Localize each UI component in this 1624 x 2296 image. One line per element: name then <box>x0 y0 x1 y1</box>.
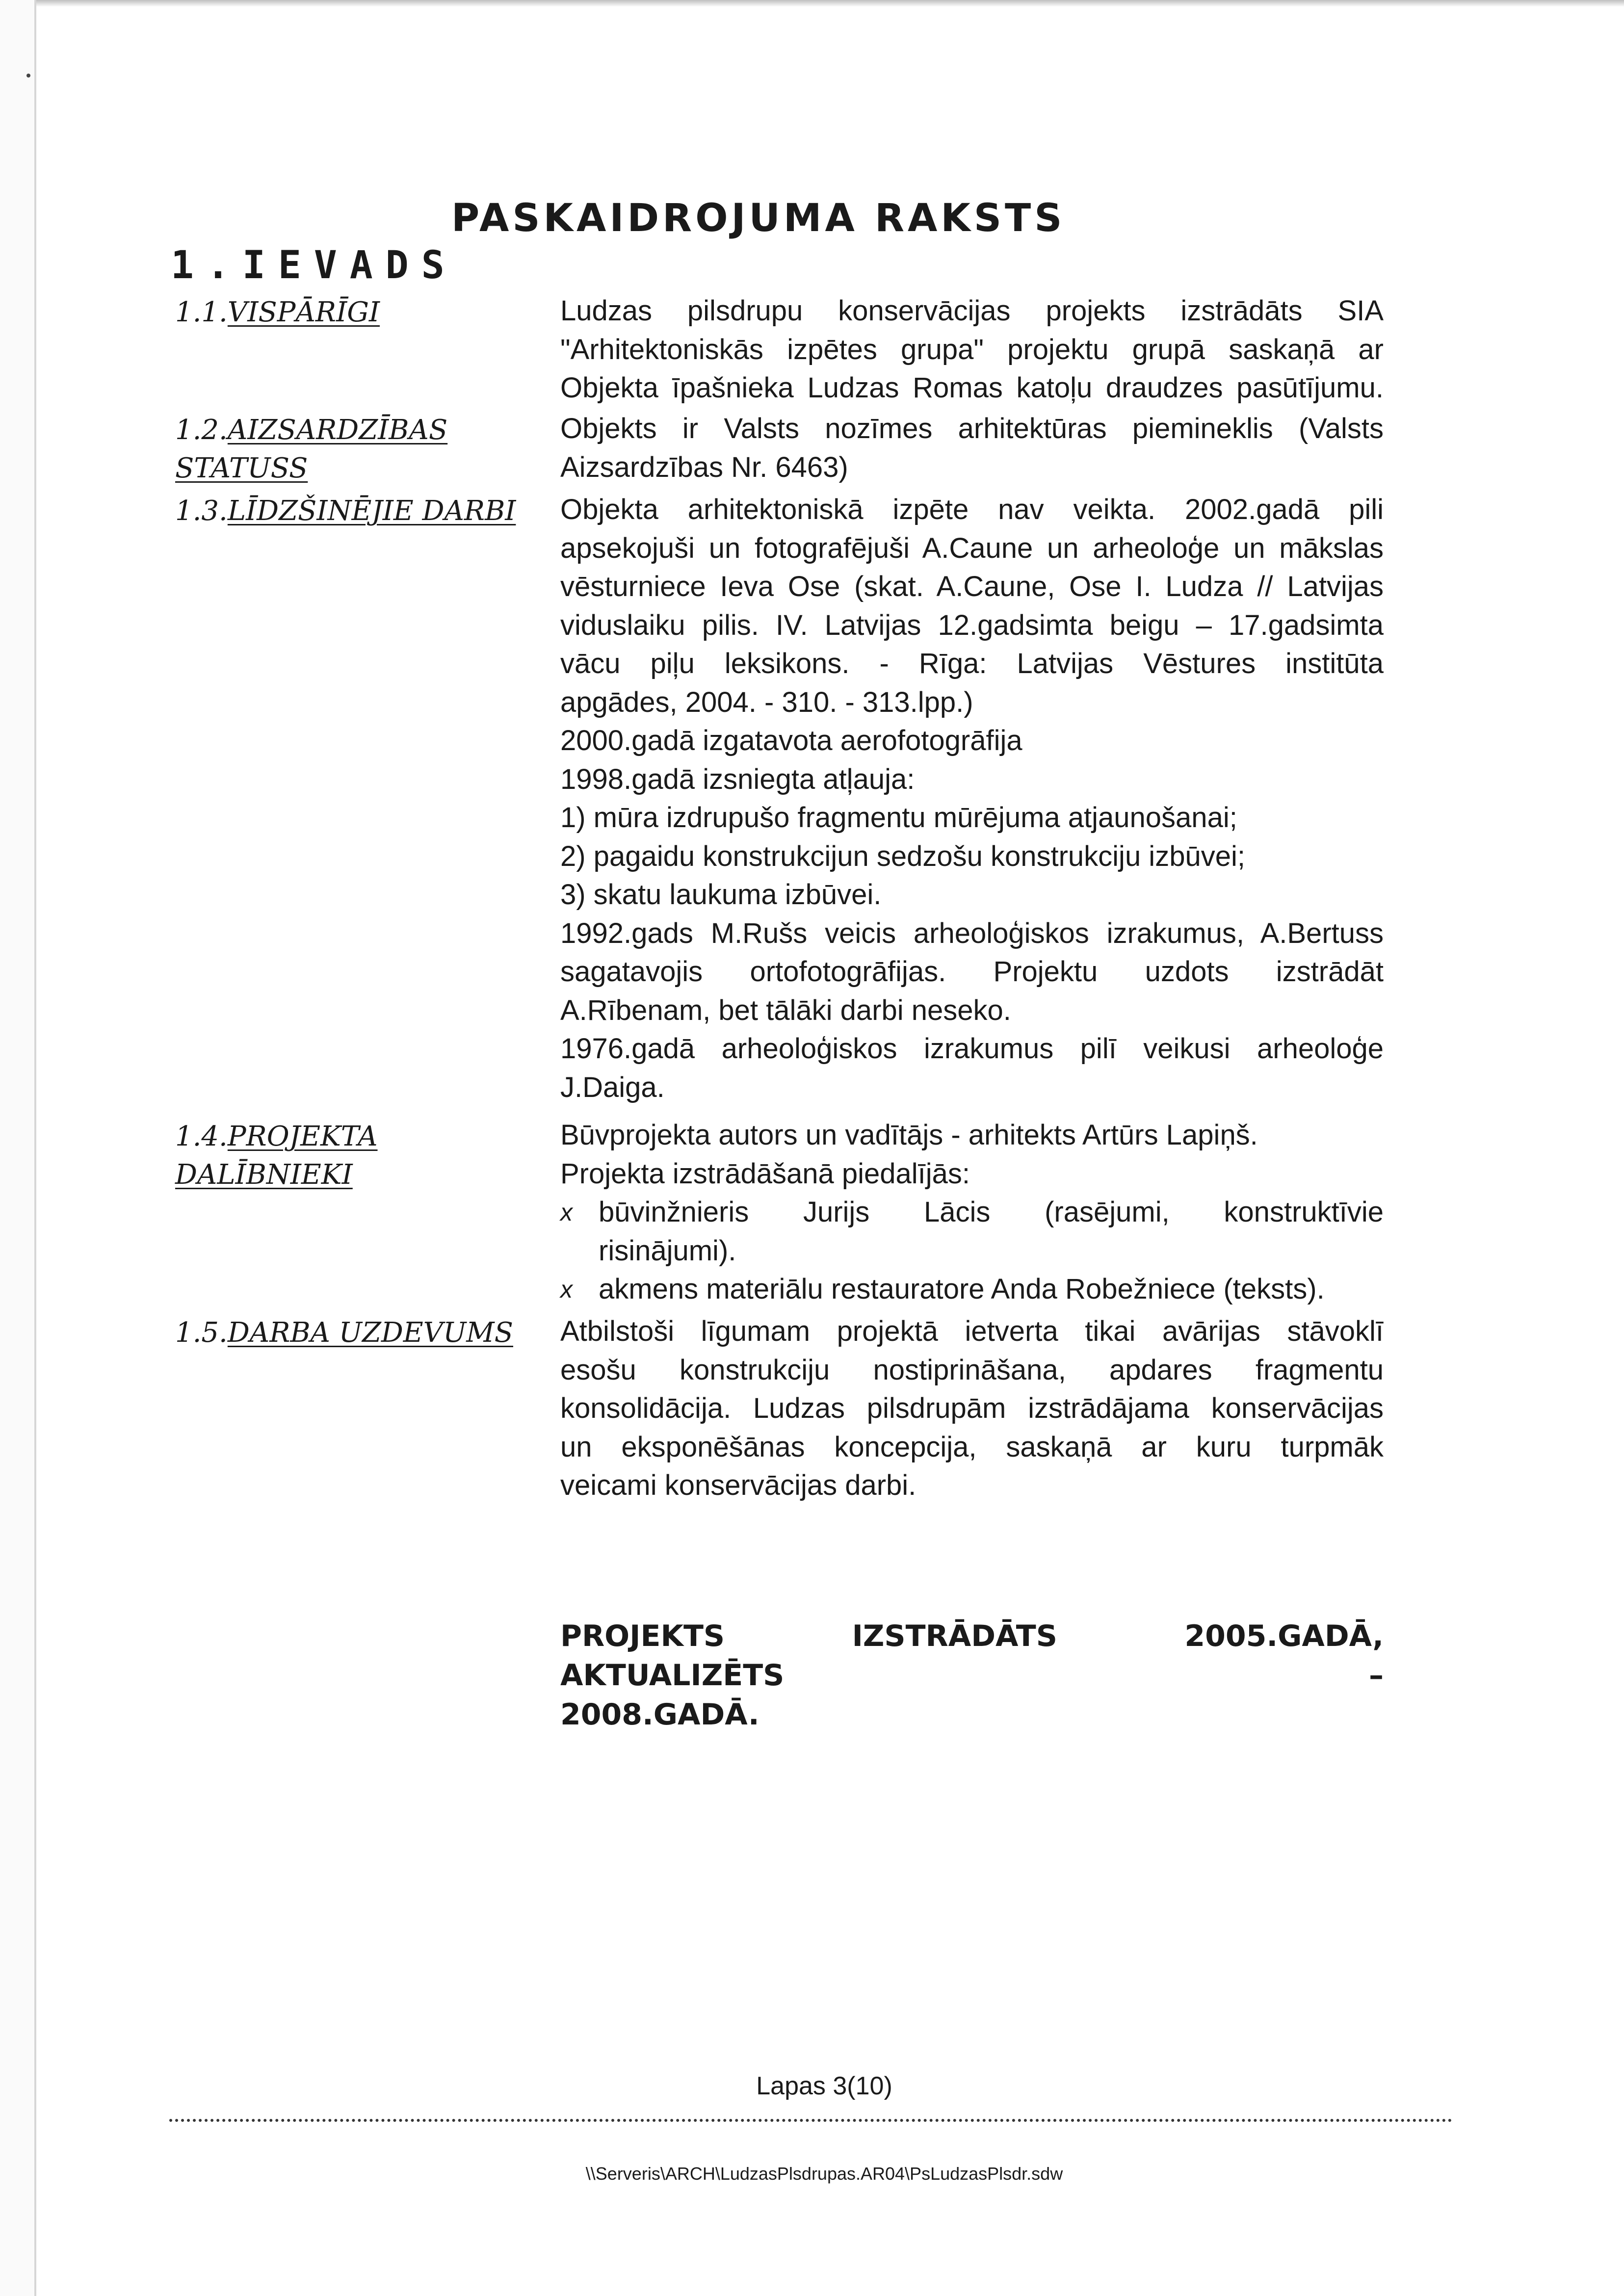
section-projekta-dalībnieki-text: Būvprojekta autors un vadītājs - arhitekts Artūrs Lapiņš. Projekta izstrādāšanā piedalījās: x būvinžnieris Jurijs Lācis (rasējumi, konstruktīvie risinājumi). x akmens materiālu restauratore Anda Robežniece (teksts). <box>560 1116 1384 1309</box>
side-label-darba-uzdevums: 1.5.DARBA UZDEVUMS <box>175 1317 513 1349</box>
cross-bullet-icon: x <box>560 1276 573 1303</box>
closing-statement: PROJEKTS IZSTRĀDĀTS 2005.GADĀ, AKTUALIZĒTS – 2008.GADĀ. <box>560 1619 1384 1732</box>
section-vispārīgi-text: Ludzas pilsdrupu konservācijas projekts izstrādāts SIA "Arhitektoniskās izpētes grupa" projektu grupā saskaņā ar Objekta īpašnieka Ludzas Romas katoļu draudzes pasūtījumu. <box>560 295 1384 404</box>
section-darba-uzdevums-text: Atbilstoši līgumam projektā ietverta tikai avārijas stāvoklī esošu konstrukciju nostiprināšana, apdares fragmentu konsolidācija. Ludzas pilsdrupām izstrādājama konservācijas un eksponēšānas koncepcija, saskaņā ar kuru turpmāk veicami konservācijas darbi. <box>560 1315 1384 1501</box>
side-label-aizsardzības-statuss: 1.2.AIZSARDZĪBAS STATUSS <box>175 414 448 484</box>
scan-artifact <box>26 74 30 78</box>
side-label-projekta-dalībnieki: 1.4.PROJEKTA DALĪBNIEKI <box>175 1121 378 1191</box>
file-path: \\Serveris\ARCH\LudzasPlsdrupas.AR04\PsLudzasPlsdr.sdw <box>585 2164 1063 2184</box>
section-heading: 1.IEVADS <box>171 243 457 287</box>
side-label-vispārīgi: 1.1.VISPĀRĪGI <box>175 296 380 328</box>
cross-bullet-icon: x <box>560 1199 573 1226</box>
page-number: Lapas 3(10) <box>756 2072 892 2100</box>
section-aizsardzības-statuss-text: Objekts ir Valsts nozīmes arhitektūras piemineklis (Valsts Aizsardzības Nr. 6463) <box>560 413 1384 483</box>
list-item: x būvinžnieris Jurijs Lācis (rasējumi, konstruktīvie risinājumi). <box>560 1193 1384 1270</box>
list-item: x akmens materiālu restauratore Anda Robežniece (teksts). <box>560 1270 1384 1309</box>
page-edge-shadow <box>36 0 1624 7</box>
footer-divider <box>169 2119 1452 2122</box>
section-līdzšinējie-darbi-text: Objekta arhitektoniskā izpēte nav veikta. 2002.gadā pili apsekojuši un fotografējuši A.Caune un arheoloģe un mākslas vēsturniece Ieva Ose (skat. A.Caune, Ose I. Ludza // Latvijas viduslaiku pilis. IV. Latvijas 12.gadsimta beigu – 17.gadsimta vācu piļu leksikons. - Rīga: Latvijas Vēstures institūta apgādes, 2004. - 310. - 313.lpp.) 2000.gadā izgatavota aerofotogrāfija 1998.gadā izsniegta atļauja: 1) mūra izdrupušo fragmentu mūrējuma atjaunošanai; 2) pagaidu konstrukcijun sedzošu konstrukciju izbūvei; 3) skatu laukuma izbūvei. 1992.gads M.Rušs veicis arheoloģiskos izrakumus, A.Bertuss sagatavojis ortofotogrāfijas. Projektu uzdots izstrādāt A.Rībenam, bet tālāki darbi neseko. 1976.gadā arheoloģiskos izrakumus pilī veikusi arheoloģe J.Daiga. <box>560 494 1384 1103</box>
document-title: PASKAIDROJUMA RAKSTS <box>451 196 1066 240</box>
side-label-līdzšinējie-darbi: 1.3.LĪDZŠINĒJIE DARBI <box>175 495 516 527</box>
